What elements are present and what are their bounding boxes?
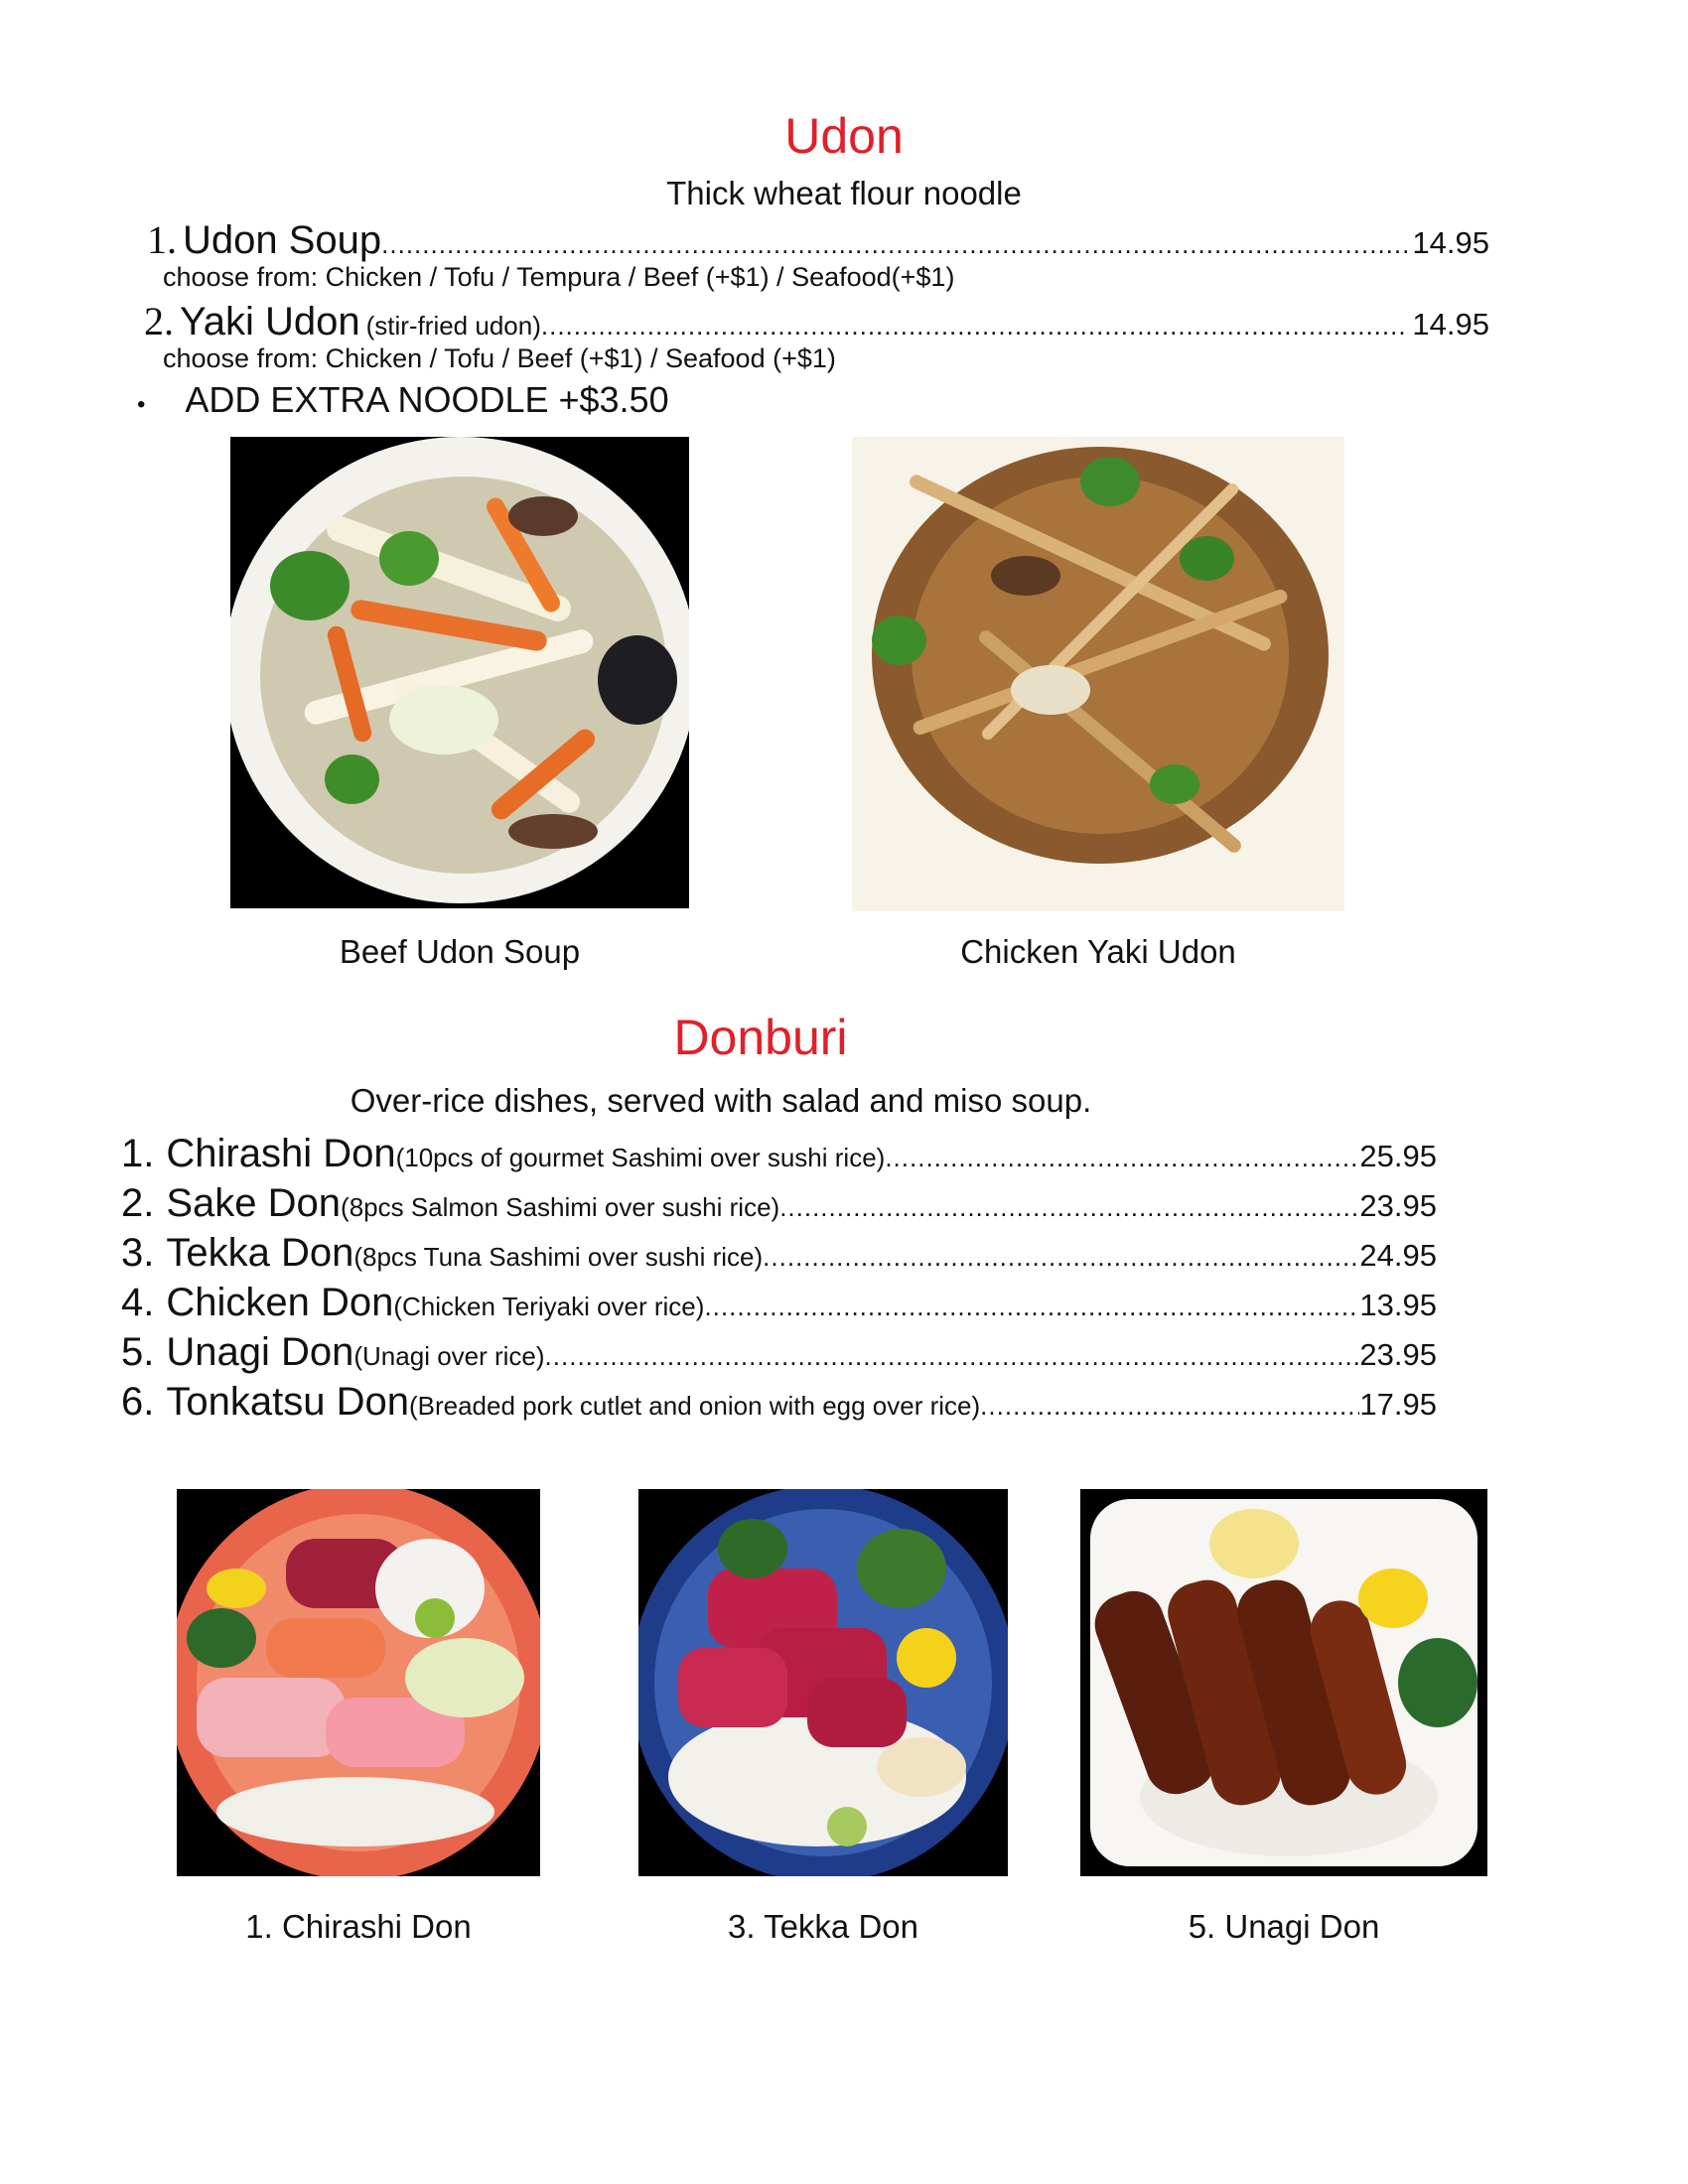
item-name: Sake Don [166, 1181, 342, 1225]
item-number: 3. [121, 1231, 155, 1275]
menu-item-chicken-don [121, 1281, 1437, 1325]
bullet-icon: • [137, 391, 146, 418]
item-price: 14.95 [1412, 225, 1489, 260]
dot-leader [545, 1341, 1360, 1372]
item-options: choose from: Chicken / Tofu / Tempura / Beef (+$1) / Seafood(+$1) [163, 262, 955, 292]
item-price: 13.95 [1359, 1288, 1437, 1322]
item-description: (Breaded pork cutlet and onion with egg over rice) [408, 1391, 981, 1421]
item-number: 1. [121, 1132, 155, 1175]
item-price: 23.95 [1359, 1337, 1437, 1372]
item-number: 5. [121, 1330, 155, 1374]
dot-leader [704, 1292, 1359, 1322]
item-name: Yaki Udon [180, 300, 360, 343]
tekka-don-caption: 3. Tekka Don [727, 1908, 918, 1945]
chirashi-don-caption: 1. Chirashi Don [245, 1908, 472, 1945]
item-description: (8pcs Salmon Sashimi over sushi rice) [341, 1192, 780, 1222]
item-name: Chirashi Don [166, 1132, 396, 1175]
udon-section-title: Udon [784, 108, 904, 164]
unagi-don-photo [1080, 1489, 1487, 1876]
item-name: Chicken Don [166, 1281, 394, 1324]
item-number: 4. [121, 1281, 155, 1324]
item-name: Udon Soup [183, 218, 382, 262]
menu-item-tekka-don [121, 1231, 1437, 1276]
item-name: Unagi Don [166, 1330, 354, 1374]
item-description: (Unagi over rice) [353, 1341, 545, 1371]
dot-leader [779, 1192, 1359, 1223]
item-description: (10pcs of gourmet Sashimi over sushi rice) [395, 1143, 886, 1172]
item-price: 24.95 [1359, 1238, 1437, 1273]
chicken-yaki-udon-caption: Chicken Yaki Udon [960, 933, 1236, 970]
donburi-subtitle: Over-rice dishes, served with salad and miso soup. [350, 1082, 1092, 1119]
chicken-yaki-udon-photo [852, 437, 1344, 911]
dot-leader [541, 311, 1409, 341]
item-price: 25.95 [1359, 1139, 1437, 1173]
extra-noodle-text: ADD EXTRA NOODLE +$3.50 [185, 379, 669, 420]
item-price: 14.95 [1412, 307, 1489, 341]
menu-item-chirashi-don [121, 1132, 1437, 1176]
dot-leader [763, 1242, 1359, 1273]
item-description: (Chicken Teriyaki over rice) [393, 1292, 705, 1321]
item-description: (8pcs Tuna Sashimi over sushi rice) [353, 1242, 764, 1272]
tekka-don-photo [638, 1489, 1008, 1876]
menu-item-sake-don [121, 1181, 1437, 1226]
menu-item-unagi-don [121, 1330, 1437, 1375]
dot-leader [980, 1391, 1359, 1422]
menu-item-yaki-udon [144, 298, 1489, 344]
item-price: 17.95 [1359, 1387, 1437, 1422]
menu-item-tonkatsu-don [121, 1380, 1437, 1425]
unagi-don-caption: 5. Unagi Don [1188, 1908, 1380, 1945]
item-number: 2. [144, 299, 174, 343]
extra-noodle-note [137, 379, 669, 421]
beef-udon-soup-photo [230, 437, 689, 908]
item-number: 1. [147, 217, 177, 262]
beef-udon-soup-caption: Beef Udon Soup [339, 933, 581, 970]
item-number: 6. [121, 1380, 155, 1424]
item-price: 23.95 [1359, 1188, 1437, 1223]
chirashi-don-photo [177, 1489, 540, 1876]
item-name: Tonkatsu Don [166, 1380, 409, 1424]
item-number: 2. [121, 1181, 155, 1225]
donburi-section-title: Donburi [673, 1010, 848, 1065]
item-options: choose from: Chicken / Tofu / Beef (+$1) / Seafood (+$1) [163, 343, 836, 373]
udon-subtitle: Thick wheat flour noodle [666, 175, 1022, 211]
dot-leader [381, 229, 1408, 260]
dot-leader [885, 1143, 1359, 1173]
item-name: Tekka Don [166, 1231, 354, 1275]
item-description: (stir-fried udon) [365, 311, 541, 341]
menu-item-udon-soup [147, 216, 1489, 263]
